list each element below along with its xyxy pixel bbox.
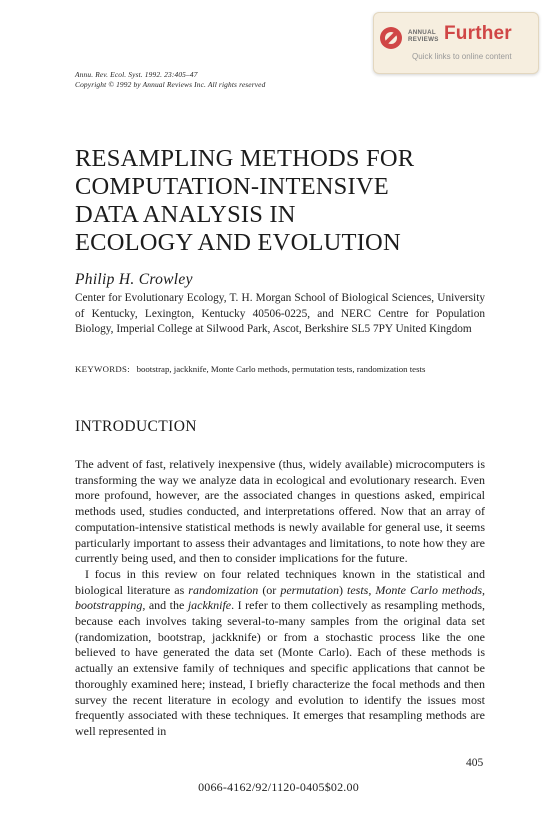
text-run: . I refer to them collectively as resampling methods, because each involves taking several-to-many samples from the original data set (randomization, bootstrap, jackknife) or from a stochastic process like the one believed to have generated the data set (Monte Carlo). Each of these methods is actually an extensive family of techniques and specific applications that cannot be thoroughly examined here; instead, I briefly characterize the focal methods and then survey the recent literature in ecology and evolution to identify the issues most frequently associated with these techniques. It emerges that resampling methods are well represented in	[75, 598, 485, 738]
paragraph	[75, 567, 485, 740]
body-text	[75, 457, 485, 740]
banner-further-title: Further	[444, 23, 512, 44]
citation-journal: Annu. Rev. Ecol. Syst. 1992. 23:405–47	[75, 70, 198, 79]
citation-copyright: Copyright © 1992 by Annual Reviews Inc. All rights reserved	[75, 80, 266, 89]
emphasis-term: permutation	[280, 582, 339, 597]
paragraph: The advent of fast, relatively inexpensive (thus, widely available) microcomputers is transforming the way we analyze data in ecological and evolutionary research. Even more profound, however, are the associated changes in questions asked, empirical methods used, studies conducted, and interpretations offered. Now that an array of computation-intensive statistical methods is newly available for general use, it seems particularly important to assess their advantages and limitations, to note how they are currently being used, and then to consider implications for the future.	[75, 457, 485, 566]
text-run: I focus in this review on four related techniques known in the statistical and biological literature as	[75, 566, 485, 597]
text-run: )	[338, 582, 347, 597]
text-run: and the	[145, 598, 188, 613]
article-title	[75, 145, 414, 257]
citation-block	[75, 70, 265, 90]
further-banner[interactable]	[373, 12, 539, 74]
title-line: COMPUTATION-INTENSIVE	[75, 173, 389, 200]
emphasis-term: jackknife	[187, 598, 232, 613]
title-line: ECOLOGY AND EVOLUTION	[75, 229, 401, 256]
banner-quick-links-text[interactable]: Quick links to online content	[412, 52, 512, 61]
banner-reviews-label: REVIEWS	[408, 36, 439, 43]
keywords-line	[75, 363, 490, 375]
emphasis-term: tests, Monte Carlo methods, bootstrapping,	[75, 582, 485, 613]
author-name: Philip H. Crowley	[75, 271, 193, 288]
section-heading: INTRODUCTION	[75, 418, 197, 435]
banner-annual-label: ANNUAL	[408, 29, 436, 36]
page-number: 405	[466, 757, 484, 769]
title-line: RESAMPLING METHODS FOR	[75, 145, 415, 172]
footer-code: 0066-4162/92/1120-0405$02.00	[198, 780, 359, 794]
title-line: DATA ANALYSIS IN	[75, 201, 296, 228]
keywords-text: bootstrap, jackknife, Monte Carlo methods, permutation tests, randomization tests	[136, 364, 426, 374]
emphasis-term: randomization	[188, 582, 259, 597]
text-run: (or	[258, 582, 281, 597]
annual-reviews-logo-icon	[380, 27, 402, 49]
keywords-label: KEYWORDS:	[75, 364, 130, 374]
author-affiliation: Center for Evolutionary Ecology, T. H. Morgan School of Biological Sciences, University of Kentucky, Lexington, Kentucky 40506-0225, and NERC Centre for Population Biology, Imperial College at Silwood Park, Ascot, Berkshire SL5 7PY United Kingdom	[75, 292, 485, 336]
